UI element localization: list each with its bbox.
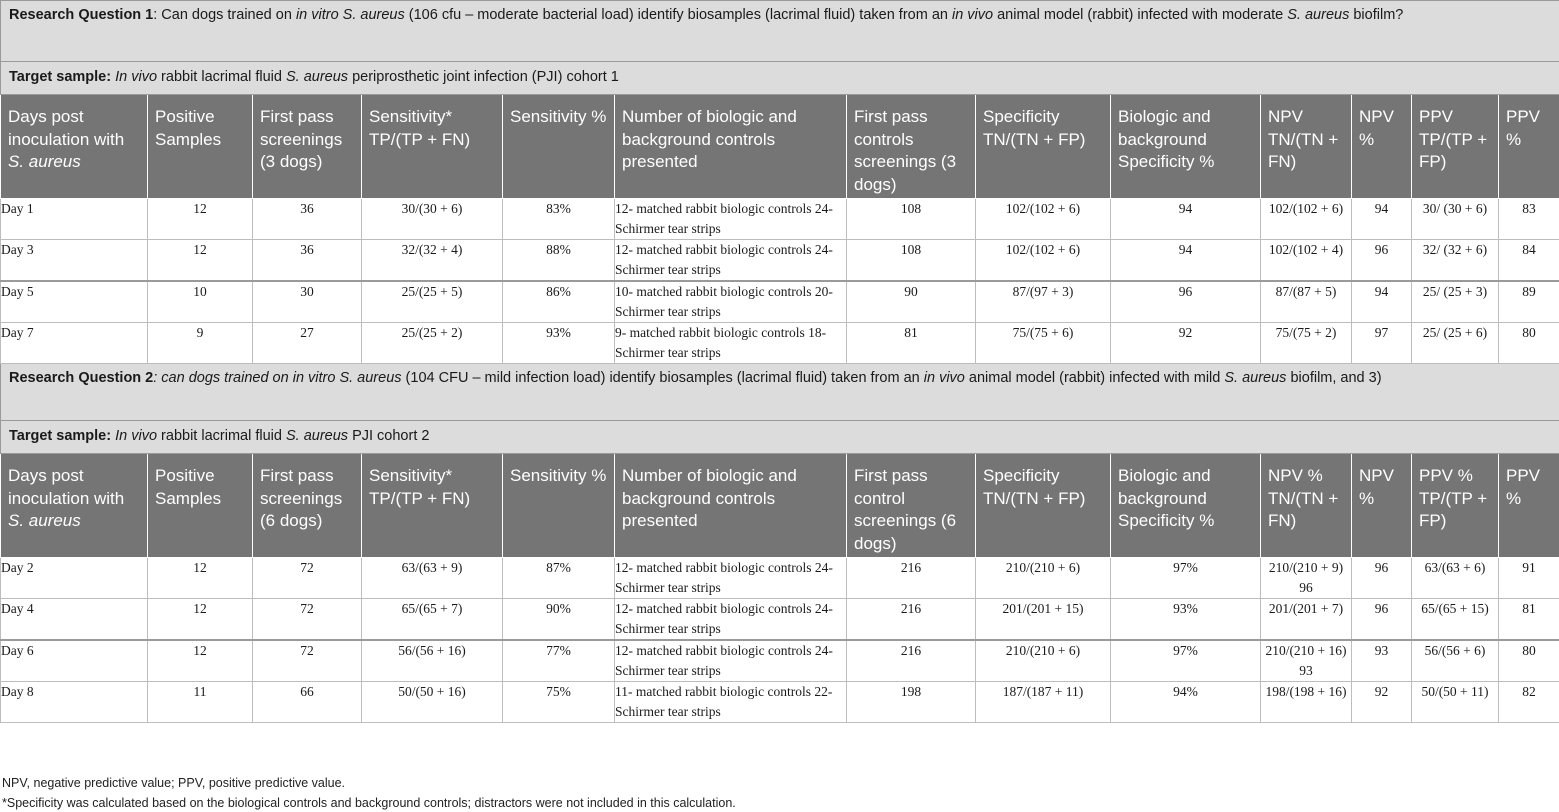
table-cell: 75/(75 + 6) — [976, 323, 1111, 364]
table-cell: 72 — [253, 558, 362, 599]
table-cell: 12 — [148, 640, 253, 682]
table-cell: 12- matched rabbit biologic controls 24- Schirmer tear strips — [615, 640, 847, 682]
table-cell: 90 — [847, 281, 976, 323]
column-header: NPV % — [1352, 454, 1412, 558]
table-row — [1, 558, 1559, 599]
column-header: Number of biologic and background controls presented — [615, 454, 847, 558]
table-cell: 210/(210 + 6) — [976, 640, 1111, 682]
table-cell: 97% — [1111, 640, 1261, 682]
table-cell: 97% — [1111, 558, 1261, 599]
table-cell: 210/(210 + 9) 96 — [1261, 558, 1352, 599]
column-header: PPV % — [1499, 454, 1559, 558]
question-1-section — [1, 1, 1559, 364]
table-cell: 9- matched rabbit biologic controls 18- Schirmer tear strips — [615, 323, 847, 364]
research-question-1: Research Question 1: Can dogs trained on in vitro S. aureus (106 cfu – moderate bacterial load) identify biosamples (lacrimal fluid) taken from an in vivo animal model (rabbit) infected with moderate S. aureus biofilm? — [1, 1, 1559, 62]
table-cell: 25/ (25 + 6) — [1412, 323, 1499, 364]
question-2-section — [1, 364, 1559, 723]
table-cell: 94 — [1111, 240, 1261, 282]
table-cell: 93 — [1352, 640, 1412, 682]
table-cell: 56/(56 + 16) — [362, 640, 503, 682]
table-cell: 87% — [503, 558, 615, 599]
table-cell: 84 — [1499, 240, 1559, 282]
table-cell: 63/(63 + 9) — [362, 558, 503, 599]
table-cell: 102/(102 + 4) — [1261, 240, 1352, 282]
table-cell: 30/ (30 + 6) — [1412, 199, 1499, 240]
table-cell: 12 — [148, 199, 253, 240]
table-cell: Day 1 — [1, 199, 148, 240]
table-cell: 94 — [1352, 199, 1412, 240]
column-header: Sensitivity* TP/(TP + FN) — [362, 454, 503, 558]
target-sample-2: Target sample: In vivo rabbit lacrimal fluid S. aureus PJI cohort 2 — [1, 421, 1559, 454]
table-cell: 198/(198 + 16) — [1261, 682, 1352, 723]
table-cell: 93% — [503, 323, 615, 364]
column-header: Sensitivity % — [503, 95, 615, 199]
table-cell: 216 — [847, 599, 976, 641]
table-cell: 198 — [847, 682, 976, 723]
column-header: Days post inoculation with S. aureus — [1, 454, 148, 558]
table-cell: 10 — [148, 281, 253, 323]
table-row — [1, 599, 1559, 641]
table-cell: 102/(102 + 6) — [976, 240, 1111, 282]
table-cell: Day 6 — [1, 640, 148, 682]
table-cell: 97 — [1352, 323, 1412, 364]
table-cell: Day 4 — [1, 599, 148, 641]
table-cell: 102/(102 + 6) — [1261, 199, 1352, 240]
column-header: Biologic and background Specificity % — [1111, 454, 1261, 558]
table-cell: 32/(32 + 4) — [362, 240, 503, 282]
column-header: Number of biologic and background controls presented — [615, 95, 847, 199]
table-cell: 88% — [503, 240, 615, 282]
table-cell: 81 — [1499, 599, 1559, 641]
target-sample-1: Target sample: In vivo rabbit lacrimal fluid S. aureus periprosthetic joint infection (PJI) cohort 1 — [1, 62, 1559, 95]
table-cell: 25/ (25 + 3) — [1412, 281, 1499, 323]
column-header: NPV % — [1352, 95, 1412, 199]
table-cell: 12 — [148, 240, 253, 282]
table-cell: 87/(87 + 5) — [1261, 281, 1352, 323]
table-cell: 72 — [253, 640, 362, 682]
table-cell: 11 — [148, 682, 253, 723]
table-row — [1, 199, 1559, 240]
table-cell: 56/(56 + 6) — [1412, 640, 1499, 682]
table-cell: 32/ (32 + 6) — [1412, 240, 1499, 282]
table-cell: 87/(97 + 3) — [976, 281, 1111, 323]
table-cell: 12- matched rabbit biologic controls 24- Schirmer tear strips — [615, 240, 847, 282]
table-cell: 12- matched rabbit biologic controls 24- Schirmer tear strips — [615, 558, 847, 599]
table-cell: 90% — [503, 599, 615, 641]
table-cell: 210/(210 + 16) 93 — [1261, 640, 1352, 682]
column-header: Positive Samples — [148, 95, 253, 199]
column-header: First pass control screenings (6 dogs) — [847, 454, 976, 558]
table-cell: Day 2 — [1, 558, 148, 599]
column-header: Specificity TN/(TN + FP) — [976, 454, 1111, 558]
header-row-q2 — [1, 454, 1559, 558]
table-cell: 27 — [253, 323, 362, 364]
column-header: PPV % — [1499, 95, 1559, 199]
column-header: Sensitivity % — [503, 454, 615, 558]
table-cell: Day 3 — [1, 240, 148, 282]
table-cell: 187/(187 + 11) — [976, 682, 1111, 723]
table-cell: 36 — [253, 199, 362, 240]
column-header: First pass controls screenings (3 dogs) — [847, 95, 976, 199]
table-cell: 9 — [148, 323, 253, 364]
table-cell: 92 — [1111, 323, 1261, 364]
table-cell: 93% — [1111, 599, 1261, 641]
table-cell: 63/(63 + 6) — [1412, 558, 1499, 599]
table-cell: 80 — [1499, 323, 1559, 364]
table-cell: 94 — [1111, 199, 1261, 240]
footnote-abbreviations: NPV, negative predictive value; PPV, positive predictive value. — [2, 776, 346, 790]
table-cell: 12 — [148, 599, 253, 641]
table-cell: 80 — [1499, 640, 1559, 682]
table-cell: 65/(65 + 15) — [1412, 599, 1499, 641]
research-question-1-row — [1, 1, 1559, 62]
table-cell: Day 8 — [1, 682, 148, 723]
column-header: Positive Samples — [148, 454, 253, 558]
table-row — [1, 281, 1559, 323]
table-cell: 65/(65 + 7) — [362, 599, 503, 641]
table-cell: 50/(50 + 11) — [1412, 682, 1499, 723]
table-cell: 108 — [847, 199, 976, 240]
table-cell: 108 — [847, 240, 976, 282]
table-cell: 12 — [148, 558, 253, 599]
target-sample-1-row — [1, 62, 1559, 95]
table-cell: 66 — [253, 682, 362, 723]
table-cell: 201/(201 + 7) — [1261, 599, 1352, 641]
table-cell: Day 7 — [1, 323, 148, 364]
column-header: Days post inoculation with S. aureus — [1, 95, 148, 199]
table-cell: 30/(30 + 6) — [362, 199, 503, 240]
table-cell: 96 — [1111, 281, 1261, 323]
table-cell: 72 — [253, 599, 362, 641]
table-cell: 30 — [253, 281, 362, 323]
table-cell: 75% — [503, 682, 615, 723]
header-row-q1 — [1, 95, 1559, 199]
table-cell: 77% — [503, 640, 615, 682]
table-cell: 25/(25 + 2) — [362, 323, 503, 364]
column-header: Biologic and background Specificity % — [1111, 95, 1261, 199]
column-header: NPV % TN/(TN + FN) — [1261, 454, 1352, 558]
target-sample-2-row — [1, 421, 1559, 454]
table-cell: 12- matched rabbit biologic controls 24- Schirmer tear strips — [615, 599, 847, 641]
table-cell: 210/(210 + 6) — [976, 558, 1111, 599]
table-row — [1, 323, 1559, 364]
table-cell: 25/(25 + 5) — [362, 281, 503, 323]
column-header: PPV TP/(TP + FP) — [1412, 95, 1499, 199]
table-cell: 81 — [847, 323, 976, 364]
table-cell: 50/(50 + 16) — [362, 682, 503, 723]
table-cell: 83 — [1499, 199, 1559, 240]
column-header: First pass screenings (3 dogs) — [253, 95, 362, 199]
table-row — [1, 640, 1559, 682]
footnote-specificity: *Specificity was calculated based on the biological controls and background controls; distractors were not included in this calculation. — [2, 796, 736, 810]
column-header: Specificity TN/(TN + FP) — [976, 95, 1111, 199]
table-cell: 86% — [503, 281, 615, 323]
table-cell: 92 — [1352, 682, 1412, 723]
table-cell: 36 — [253, 240, 362, 282]
research-question-2: Research Question 2: can dogs trained on in vitro S. aureus (104 CFU – mild infection load) identify biosamples (lacrimal fluid) taken from an in vivo animal model (rabbit) infected with mild S. aureus biofilm, and 3) — [1, 364, 1559, 421]
column-header: PPV % TP/(TP + FP) — [1412, 454, 1499, 558]
table-cell: 216 — [847, 558, 976, 599]
table-cell: 96 — [1352, 599, 1412, 641]
column-header: Sensitivity* TP/(TP + FN) — [362, 95, 503, 199]
column-header: NPV TN/(TN + FN) — [1261, 95, 1352, 199]
research-question-2-row — [1, 364, 1559, 421]
table-row — [1, 682, 1559, 723]
table-cell: 94 — [1352, 281, 1412, 323]
table-cell: 96 — [1352, 558, 1412, 599]
table-cell: 102/(102 + 6) — [976, 199, 1111, 240]
table-cell: 82 — [1499, 682, 1559, 723]
table-cell: 75/(75 + 2) — [1261, 323, 1352, 364]
table-cell: 94% — [1111, 682, 1261, 723]
table-cell: 216 — [847, 640, 976, 682]
table-cell: 10- matched rabbit biologic controls 20- Schirmer tear strips — [615, 281, 847, 323]
table-row — [1, 240, 1559, 282]
column-header: First pass screenings (6 dogs) — [253, 454, 362, 558]
table-cell: 83% — [503, 199, 615, 240]
table-cell: 91 — [1499, 558, 1559, 599]
table-cell: 11- matched rabbit biologic controls 22- Schirmer tear strips — [615, 682, 847, 723]
table-cell: 12- matched rabbit biologic controls 24- Schirmer tear strips — [615, 199, 847, 240]
table-cell: Day 5 — [1, 281, 148, 323]
table-cell: 89 — [1499, 281, 1559, 323]
table-cell: 96 — [1352, 240, 1412, 282]
table-cell: 201/(201 + 15) — [976, 599, 1111, 641]
